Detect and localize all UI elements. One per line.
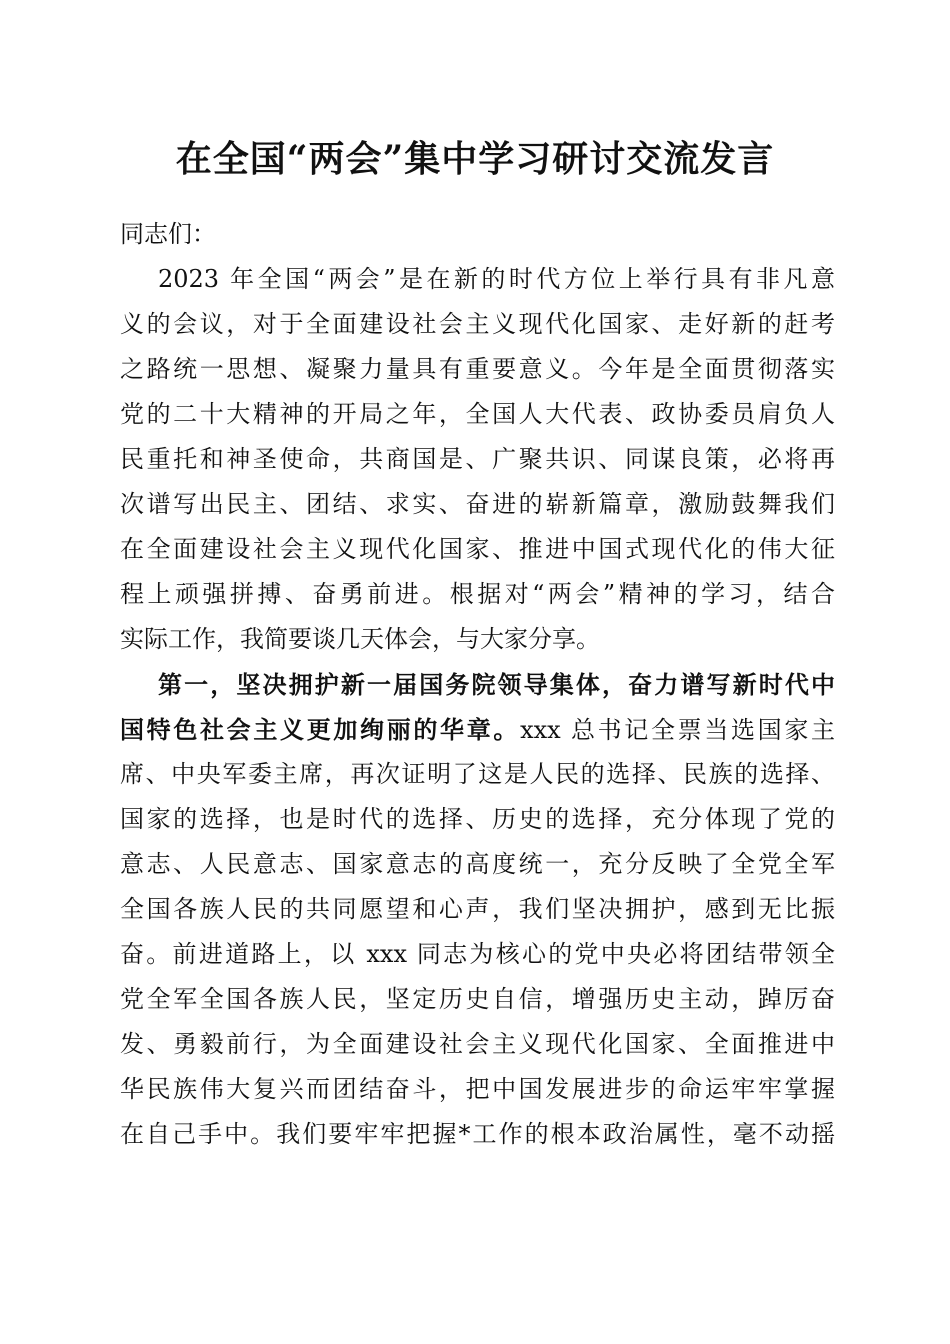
text-line: 华民族伟大复兴而团结奋斗，把中国发展进步的命运牢牢掌握 [120,1075,835,1103]
text-line: 全国各族人民的共同愿望和心声，我们坚决拥护，感到无比振 [120,895,835,923]
paragraph-intro [120,257,835,662]
text-line: 义的会议，对于全面建设社会主义现代化国家、走好新的赶考 [120,310,835,338]
text-line: 党的二十大精神的开局之年，全国人大代表、政协委员肩负人 [120,400,835,428]
text-line-mixed [120,707,835,752]
text-line: 席、中央军委主席，再次证明了这是人民的选择、民族的选择、 [120,760,835,788]
text-line: 国家的选择，也是时代的选择、历史的选择，充分体现了党的 [120,805,835,833]
text-line: 实际工作，我简要谈几天体会，与大家分享。 [120,625,600,653]
text-line: 程上顽强拼搏、奋勇前进。根据对“两会”精神的学习，结合 [120,580,835,608]
text-line: 奋。前进道路上，以 xxx 同志为核心的党中央必将团结带领全 [120,940,835,968]
heading-line-end: 国特色社会主义更加绚丽的华章。 [120,715,521,744]
text-line: 次谱写出民主、团结、求实、奋进的崭新篇章，激励鼓舞我们 [120,490,835,518]
document-title: 在全国“两会”集中学习研讨交流发言 [175,138,775,180]
text-line: 民重托和神圣使命，共商国是、广聚共识、同谋良策，必将再 [120,445,835,473]
text-line: 之路统一思想、凝聚力量具有重要意义。今年是全面贯彻落实 [120,355,835,383]
text-segment: xxx 总书记全票当选国家主 [520,716,836,744]
text-line: 发、勇毅前行，为全面建设社会主义现代化国家、全面推进中 [120,1030,835,1058]
text-line: 2023 年全国“两会”是在新的时代方位上举行具有非凡意 [158,265,835,293]
text-line: 党全军全国各族人民，坚定历史自信，增强历史主动，踔厉奋 [120,985,835,1013]
text-line: 在全面建设社会主义现代化国家、推进中国式现代化的伟大征 [120,535,835,563]
text-line: 意志、人民意志、国家意志的高度统一，充分反映了全党全军 [120,850,835,878]
document-body [120,212,835,1157]
paragraph-first-point [120,662,835,1157]
salutation: 同志们： [120,220,216,248]
heading-line: 第一，坚决拥护新一届国务院领导集体，奋力谱写新时代中 [158,670,835,699]
text-line: 在自己手中。我们要牢牢把握*工作的根本政治属性，毫不动摇 [120,1120,835,1148]
